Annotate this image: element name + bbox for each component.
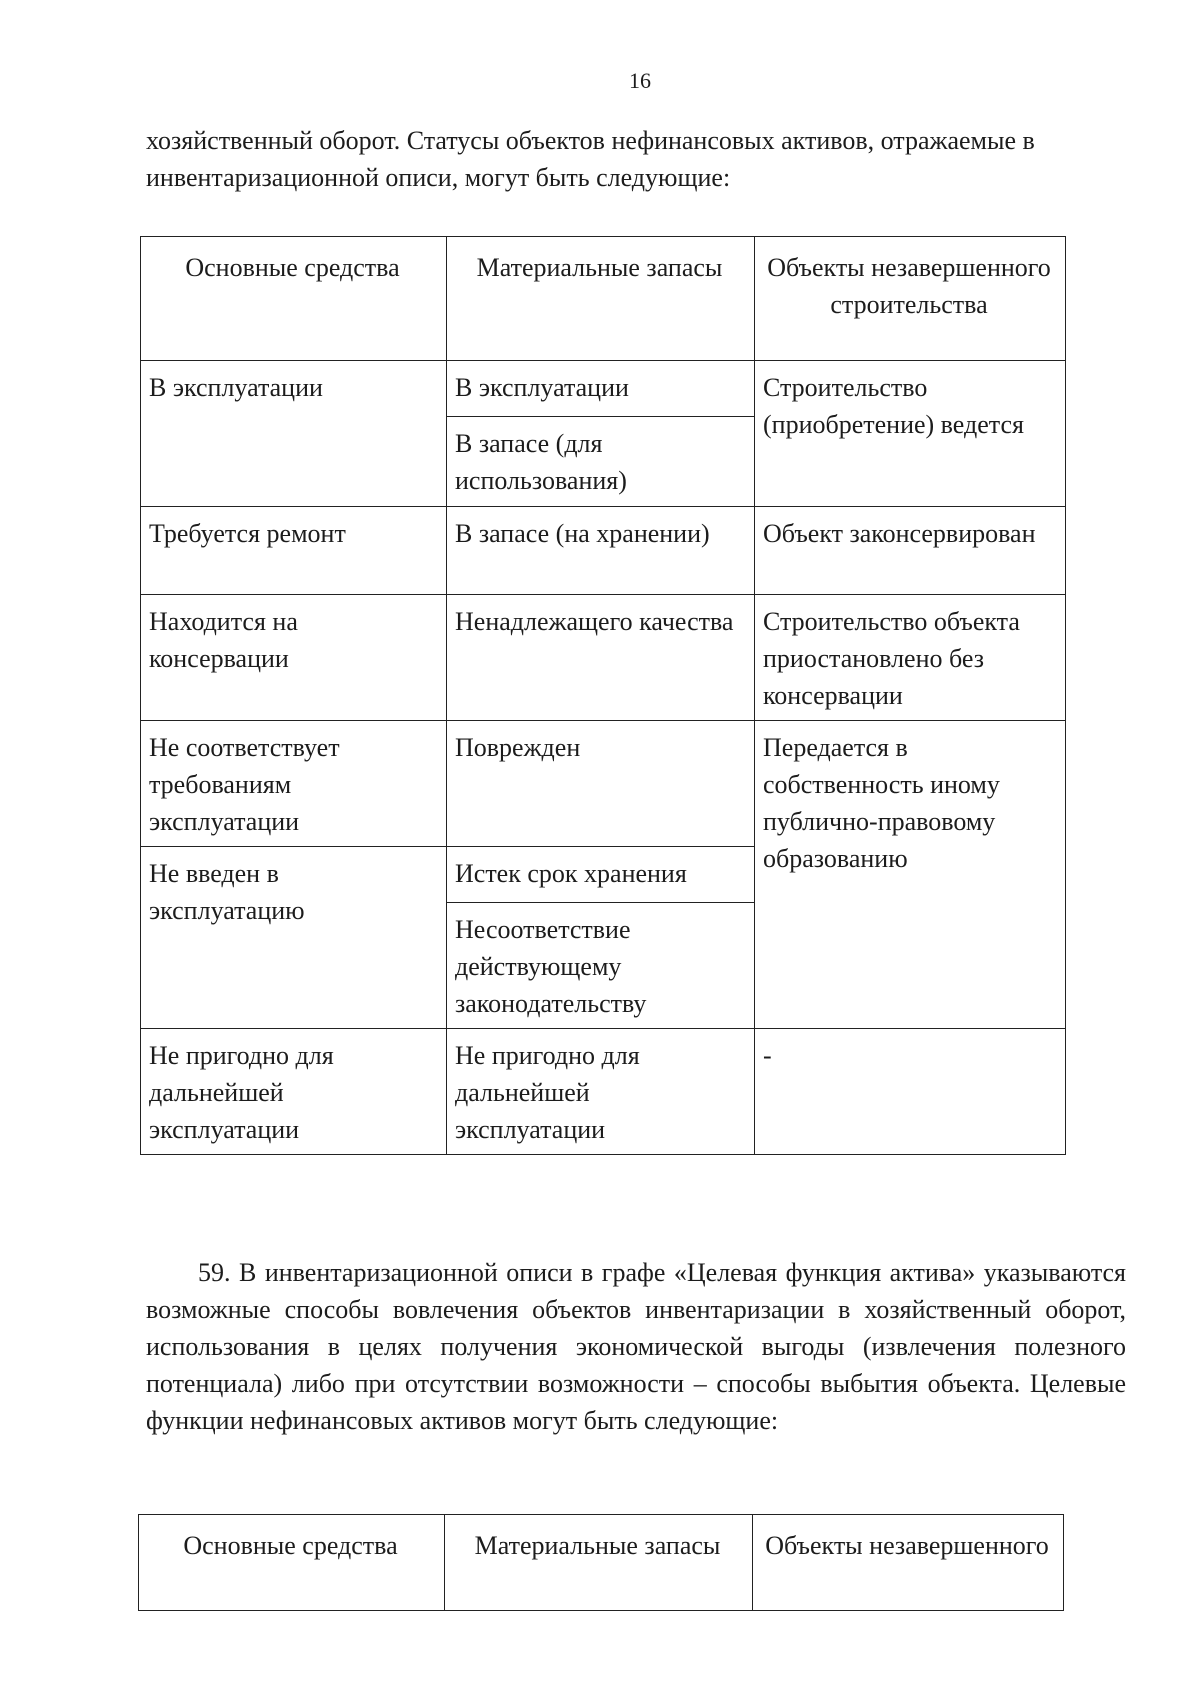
table-header-row [139,1515,1064,1611]
cell-mz: Поврежден [447,721,755,847]
cell-ons: Объект законсервирован [755,507,1066,595]
cell-mz: Не пригодно для дальнейшей эксплуатации [447,1029,755,1155]
cell-os: Не соответствует требованиям эксплуатации [141,721,447,847]
cell-mz: В эксплуатации [447,361,755,417]
cell-os: Не введен в эксплуатацию [141,847,447,1029]
header-construction: Объекты незавершенного [753,1515,1064,1611]
table-row [141,595,1066,721]
cell-ons: Передается в собственность иному публично-правовому образованию [755,721,1066,1029]
table-row [141,507,1066,595]
cell-mz: В запасе (на хранении) [447,507,755,595]
table-row [141,721,1066,847]
cell-os: Не пригодно для дальнейшей эксплуатации [141,1029,447,1155]
header-inventories: Материальные запасы [447,237,755,361]
cell-os: Требуется ремонт [141,507,447,595]
paragraph-59: 59. В инвентаризационной описи в графе «Целевая функция актива» указываются возможные способы вовлечения объектов инвентаризации в хозяйственный оборот, использования в целях получения экономической выгоды (извлечения полезного потенциала) либо при отсутствии возможности – способы выбытия объекта. Целевые функции нефинансовых активов могут быть следующие: [146,1258,1126,1435]
cell-os: Находится на консервации [141,595,447,721]
header-fixed-assets: Основные средства [141,237,447,361]
header-fixed-assets: Основные средства [139,1515,445,1611]
table-row [141,361,1066,417]
status-table [140,236,1066,1155]
cell-ons: Строительство (приобретение) ведется [755,361,1066,507]
cell-os: В эксплуатации [141,361,447,507]
cell-ons: - [755,1029,1066,1155]
cell-mz: Несоответствие действующему законодательству [447,903,755,1029]
cell-mz: Ненадлежащего качества [447,595,755,721]
table-row [141,1029,1066,1155]
cell-mz: В запасе (для использования) [447,417,755,507]
table-header-row [141,237,1066,361]
cell-mz: Истек срок хранения [447,847,755,903]
page-number: 16 [629,68,651,93]
intro-paragraph: хозяйственный оборот. Статусы объектов нефинансовых активов, отражаемые в инвентаризационной описи, могут быть следующие: [146,126,1035,192]
cell-ons: Строительство объекта приостановлено без консервации [755,595,1066,721]
target-function-table [138,1514,1064,1611]
header-construction: Объекты незавершенного строительства [755,237,1066,361]
header-inventories: Материальные запасы [445,1515,753,1611]
